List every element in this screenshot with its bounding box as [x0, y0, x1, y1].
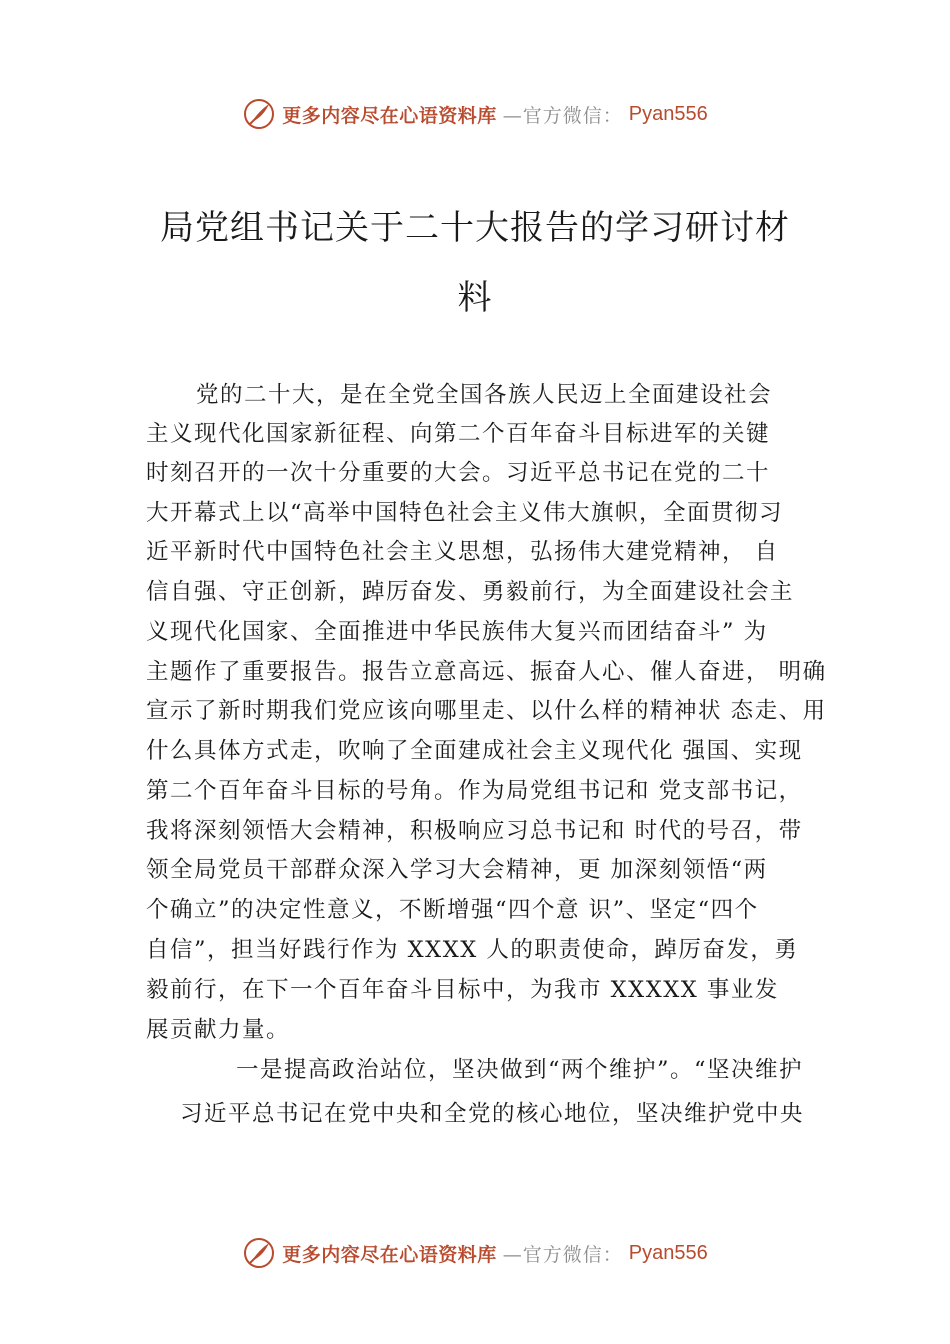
- body-line: 什么具体方式走，吹响了全面建成社会主义现代化 强国、实现: [146, 738, 803, 764]
- body-line: 一是提高政治站位，坚决做到“两个维护”。“坚决维护: [236, 1057, 804, 1083]
- body-line: 大开幕式上以“高举中国特色社会主义伟大旗帜，全面贯彻习: [146, 500, 784, 526]
- body-line: 义现代化国家、全面推进中华民族伟大复兴而团结奋斗” 为: [146, 619, 768, 645]
- quill-logo-icon: [242, 97, 276, 131]
- body-line: 我将深刻领悟大会精神，积极响应习总书记和 时代的号召，带: [146, 818, 803, 844]
- body-line: 信自强、守正创新，踔厉奋发、勇毅前行，为全面建设社会主: [146, 579, 795, 605]
- body-line: 近平新时代中国特色社会主义思想，弘扬伟大建党精神， 自: [146, 539, 779, 565]
- body-line: 毅前行，在下一个百年奋斗目标中，为我市 XXXXX 事业发: [146, 977, 779, 1003]
- body-line: 主义现代化国家新征程、向第二个百年奋斗目标进军的关键: [146, 421, 771, 447]
- watermark-sub-text: —官方微信：: [502, 104, 623, 127]
- watermark-wechat-id: Pyan556: [628, 1241, 708, 1264]
- watermark-banner-bottom: [0, 1233, 950, 1273]
- document-title-line-1: 局党组书记关于二十大报告的学习研讨材: [160, 208, 790, 248]
- body-line: 第二个百年奋斗目标的号角。作为局党组书记和 党支部书记，: [146, 778, 803, 804]
- body-line: 宣示了新时期我们党应该向哪里走、以什么样的精神状 态走、用: [146, 698, 827, 724]
- document-title-line-2: 料: [457, 278, 493, 318]
- watermark-wechat-id: Pyan556: [628, 102, 708, 125]
- body-line: 领全局党员干部群众深入学习大会精神，更 加深刻领悟“两: [146, 857, 768, 883]
- watermark-banner-top: [0, 94, 950, 134]
- body-line: 时刻召开的一次十分重要的大会。习近平总书记在党的二十: [146, 460, 771, 486]
- body-line: 党的二十大，是在全党全国各族人民迈上全面建设社会: [196, 382, 773, 408]
- body-line: 个确立”的决定性意义，不断增强“四个意 识”、坚定“四个: [146, 897, 759, 923]
- body-line: 展贡献力量。: [146, 1017, 291, 1043]
- watermark-main-text: 更多内容尽在心语资料库: [282, 104, 497, 127]
- body-line: 习近平总书记在党中央和全党的核心地位，坚决维护党中央: [180, 1101, 805, 1127]
- body-line: 主题作了重要报告。报告立意高远、振奋人心、催人奋进， 明确: [146, 659, 827, 685]
- body-line: 自信”，担当好践行作为 XXXX 人的职责使命，踔厉奋发，勇: [146, 937, 799, 963]
- quill-logo-icon: [242, 1236, 276, 1270]
- watermark-main-text: 更多内容尽在心语资料库: [282, 1243, 497, 1266]
- watermark-sub-text: —官方微信：: [502, 1243, 623, 1266]
